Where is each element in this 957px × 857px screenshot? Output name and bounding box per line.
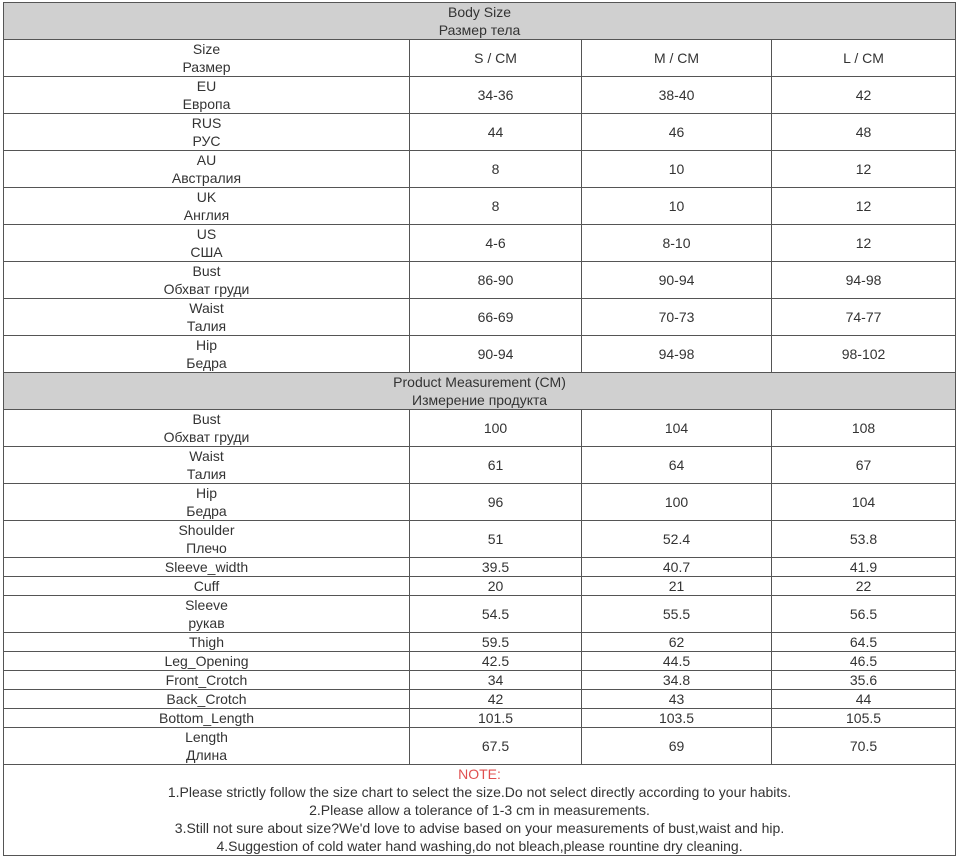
value-cell: 86-90 [410, 262, 582, 299]
value-cell: 12 [772, 188, 956, 225]
value-cell: 8 [410, 151, 582, 188]
body-size-row [4, 114, 956, 151]
value-cell: 34.8 [582, 671, 772, 690]
row-label-en: RUS [191, 115, 222, 131]
value-cell: 90-94 [410, 336, 582, 373]
body-size-row [4, 262, 956, 299]
value-cell: 48 [772, 114, 956, 151]
product-row [4, 577, 956, 596]
product-row [4, 652, 956, 671]
row-label-en: Back_Crotch [166, 691, 247, 707]
value-cell: 40.7 [582, 558, 772, 577]
value-cell: 39.5 [410, 558, 582, 577]
value-cell: 64.5 [772, 633, 956, 652]
row-label [4, 671, 410, 690]
row-label [4, 77, 410, 114]
value-cell: 105.5 [772, 709, 956, 728]
body-size-title-en: Body Size [448, 4, 512, 20]
value-cell: 8 [410, 188, 582, 225]
value-cell: 67 [772, 447, 956, 484]
value-cell: 56.5 [772, 596, 956, 633]
value-cell: 55.5 [582, 596, 772, 633]
row-label-en: Hip [195, 485, 217, 501]
size-column-header: L / CM [772, 40, 956, 77]
size-label-en: Size [192, 41, 221, 57]
value-cell: 101.5 [410, 709, 582, 728]
row-label [4, 728, 410, 765]
row-label-ru: Бедра [186, 355, 227, 371]
value-cell: 69 [582, 728, 772, 765]
product-row [4, 709, 956, 728]
value-cell: 70.5 [772, 728, 956, 765]
value-cell: 54.5 [410, 596, 582, 633]
row-label-en: Bust [192, 411, 221, 427]
note-line: 2.Please allow a tolerance of 1-3 cm in measurements. [309, 802, 650, 818]
row-label-en: Waist [189, 300, 224, 316]
body-size-title-ru: Размер тела [438, 22, 521, 38]
row-label-ru: Плечо [186, 540, 227, 556]
value-cell: 10 [582, 188, 772, 225]
value-cell: 66-69 [410, 299, 582, 336]
value-cell: 35.6 [772, 671, 956, 690]
row-label-ru: Обхват груди [163, 281, 250, 297]
value-cell: 53.8 [772, 521, 956, 558]
row-label [4, 484, 410, 521]
product-row [4, 558, 956, 577]
row-label-ru: РУС [192, 133, 221, 149]
row-label-en: Sleeve_width [164, 559, 249, 575]
value-cell: 94-98 [772, 262, 956, 299]
row-label [4, 114, 410, 151]
value-cell: 70-73 [582, 299, 772, 336]
value-cell: 21 [582, 577, 772, 596]
product-row [4, 521, 956, 558]
value-cell: 74-77 [772, 299, 956, 336]
value-cell: 38-40 [582, 77, 772, 114]
row-label [4, 633, 410, 652]
row-label-en: Front_Crotch [165, 672, 248, 688]
value-cell: 12 [772, 225, 956, 262]
product-row [4, 596, 956, 633]
value-cell: 4-6 [410, 225, 582, 262]
row-label [4, 596, 410, 633]
row-label-en: Shoulder [178, 522, 235, 538]
body-size-header [4, 3, 956, 40]
size-chart [3, 2, 956, 856]
row-label-ru: Англия [183, 207, 230, 223]
size-chart-table [3, 2, 956, 856]
value-cell: 41.9 [772, 558, 956, 577]
product-row [4, 633, 956, 652]
value-cell: 34 [410, 671, 582, 690]
row-label-ru: Длина [186, 747, 227, 763]
row-label-en: Bust [192, 263, 221, 279]
size-label-cell [4, 40, 410, 77]
value-cell: 104 [582, 410, 772, 447]
value-cell: 67.5 [410, 728, 582, 765]
row-label-ru: Европа [182, 96, 231, 112]
row-label-en: Length [185, 729, 228, 745]
body-size-row [4, 336, 956, 373]
product-row [4, 728, 956, 765]
body-size-row [4, 188, 956, 225]
row-label-en: AU [196, 152, 217, 168]
value-cell: 59.5 [410, 633, 582, 652]
product-header [4, 373, 956, 410]
row-label [4, 558, 410, 577]
value-cell: 104 [772, 484, 956, 521]
row-label-ru: Австралия [171, 170, 242, 186]
product-row [4, 484, 956, 521]
row-label-en: Cuff [193, 578, 220, 594]
row-label-en: Sleeve [185, 597, 228, 613]
body-size-header-row [4, 3, 956, 40]
value-cell: 43 [582, 690, 772, 709]
value-cell: 44 [410, 114, 582, 151]
row-label-en: EU [196, 78, 217, 94]
size-chart-body [4, 3, 956, 856]
row-label-ru: рукав [188, 615, 225, 631]
product-row [4, 690, 956, 709]
value-cell: 20 [410, 577, 582, 596]
body-size-row [4, 299, 956, 336]
row-label [4, 225, 410, 262]
row-label [4, 521, 410, 558]
value-cell: 103.5 [582, 709, 772, 728]
row-label [4, 262, 410, 299]
note-line: 1.Please strictly follow the size chart to select the size.Do not select directly according to your habits. [167, 784, 792, 800]
row-label-ru: Талия [186, 318, 227, 334]
note-row [4, 765, 956, 856]
value-cell: 42 [772, 77, 956, 114]
product-row [4, 447, 956, 484]
row-label-en: Bottom_Length [159, 710, 254, 726]
value-cell: 34-36 [410, 77, 582, 114]
value-cell: 12 [772, 151, 956, 188]
size-column-header: M / CM [582, 40, 772, 77]
row-label-en: Waist [189, 448, 224, 464]
note-line: 3.Still not sure about size?We'd love to advise based on your measurements of bust,waist and hip. [174, 820, 785, 836]
row-label [4, 447, 410, 484]
body-size-row [4, 151, 956, 188]
row-label [4, 690, 410, 709]
value-cell: 42.5 [410, 652, 582, 671]
value-cell: 46.5 [772, 652, 956, 671]
row-label-en: Hip [195, 337, 217, 353]
value-cell: 22 [772, 577, 956, 596]
value-cell: 10 [582, 151, 772, 188]
value-cell: 108 [772, 410, 956, 447]
value-cell: 44.5 [582, 652, 772, 671]
row-label [4, 652, 410, 671]
note-title: NOTE: [458, 766, 501, 782]
product-row [4, 671, 956, 690]
row-label-en: UK [196, 189, 217, 205]
product-title-ru: Измерение продукта [412, 392, 548, 408]
value-cell: 44 [772, 690, 956, 709]
row-label-en: Leg_Opening [164, 653, 249, 669]
value-cell: 52.4 [582, 521, 772, 558]
value-cell: 61 [410, 447, 582, 484]
value-cell: 98-102 [772, 336, 956, 373]
row-label [4, 299, 410, 336]
row-label-en: Thigh [188, 634, 225, 650]
body-size-row [4, 225, 956, 262]
value-cell: 46 [582, 114, 772, 151]
value-cell: 90-94 [582, 262, 772, 299]
value-cell: 51 [410, 521, 582, 558]
product-header-row [4, 373, 956, 410]
row-label [4, 709, 410, 728]
size-label-row [4, 40, 956, 77]
value-cell: 100 [582, 484, 772, 521]
row-label-ru: США [190, 244, 223, 260]
note-line: 4.Suggestion of cold water hand washing,do not bleach,please rountine dry cleaning. [216, 838, 743, 854]
row-label [4, 336, 410, 373]
value-cell: 8-10 [582, 225, 772, 262]
note-cell [4, 765, 956, 856]
row-label [4, 188, 410, 225]
product-row [4, 410, 956, 447]
row-label [4, 410, 410, 447]
value-cell: 96 [410, 484, 582, 521]
value-cell: 42 [410, 690, 582, 709]
size-column-header: S / CM [410, 40, 582, 77]
value-cell: 62 [582, 633, 772, 652]
body-size-row [4, 77, 956, 114]
row-label-ru: Бедра [186, 503, 227, 519]
value-cell: 64 [582, 447, 772, 484]
row-label-ru: Талия [186, 466, 227, 482]
row-label-en: US [196, 226, 217, 242]
value-cell: 94-98 [582, 336, 772, 373]
product-title-en: Product Measurement (CM) [393, 374, 566, 390]
row-label [4, 151, 410, 188]
size-label-ru: Размер [182, 59, 231, 75]
value-cell: 100 [410, 410, 582, 447]
row-label-ru: Обхват груди [163, 429, 250, 445]
row-label [4, 577, 410, 596]
